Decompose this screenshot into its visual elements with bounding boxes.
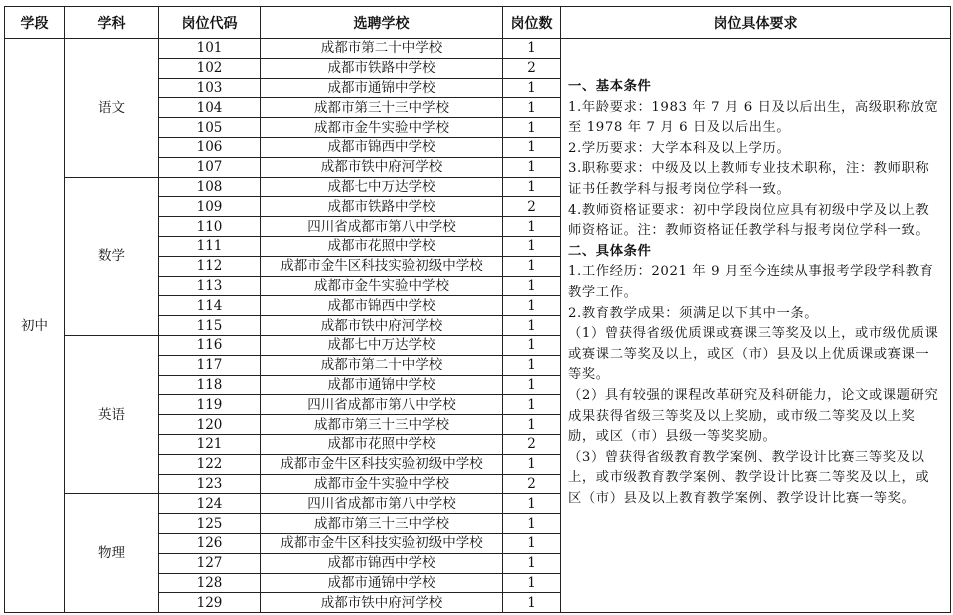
position-code-cell: 126 <box>159 533 261 553</box>
position-count-cell: 2 <box>503 474 561 494</box>
position-code-cell: 124 <box>159 494 261 514</box>
position-count-cell: 1 <box>503 415 561 435</box>
position-code-cell: 101 <box>159 39 261 59</box>
requirements-cell <box>561 39 951 613</box>
position-code-cell: 118 <box>159 375 261 395</box>
school-cell: 成都七中万达学校 <box>261 177 503 197</box>
position-code-cell: 105 <box>159 118 261 138</box>
school-cell: 成都市金牛实验中学校 <box>261 118 503 138</box>
position-code-cell: 129 <box>159 593 261 613</box>
position-count-cell: 1 <box>503 335 561 355</box>
position-code-cell: 119 <box>159 395 261 415</box>
school-cell: 成都市锦西中学校 <box>261 137 503 157</box>
header-position-code: 岗位代码 <box>159 7 261 39</box>
position-code-cell: 114 <box>159 296 261 316</box>
subject-cell: 物理 <box>65 494 159 613</box>
table-row <box>5 39 951 59</box>
specific-condition-item: 1.工作经历：2021 年 9 月至今连续从事报考学段学科教育教学工作。 <box>568 264 934 300</box>
basic-condition-item: 4.教师资格证要求：初中学段岗位应具有初级中学及以上教师资格证。注：教师资格证任教学科与报考岗位学科一致。 <box>568 202 930 239</box>
position-code-cell: 125 <box>159 514 261 534</box>
school-cell: 成都市铁路中学校 <box>261 58 503 78</box>
position-count-cell: 1 <box>503 236 561 256</box>
position-code-cell: 109 <box>159 197 261 217</box>
header-requirements: 岗位具体要求 <box>561 7 951 39</box>
position-count-cell: 1 <box>503 514 561 534</box>
recruitment-table <box>4 6 951 613</box>
school-cell: 成都七中万达学校 <box>261 335 503 355</box>
basic-condition-item: 3.职称要求：中级及以上教师专业技术职称，注：教师职称证书任教学科与报考岗位学科一致。 <box>568 161 930 197</box>
position-code-cell: 121 <box>159 434 261 454</box>
stage-cell: 初中 <box>5 39 65 613</box>
position-code-cell: 120 <box>159 415 261 435</box>
position-code-cell: 122 <box>159 454 261 474</box>
position-count-cell: 1 <box>503 98 561 118</box>
school-cell: 成都市铁中府河学校 <box>261 316 503 336</box>
position-code-cell: 106 <box>159 137 261 157</box>
position-count-cell: 1 <box>503 217 561 237</box>
position-count-cell: 2 <box>503 197 561 217</box>
position-count-cell: 1 <box>503 78 561 98</box>
position-code-cell: 111 <box>159 236 261 256</box>
position-count-cell: 1 <box>503 256 561 276</box>
school-cell: 成都市金牛实验中学校 <box>261 474 503 494</box>
position-code-cell: 127 <box>159 553 261 573</box>
position-code-cell: 102 <box>159 58 261 78</box>
header-position-count: 岗位数 <box>503 7 561 39</box>
position-count-cell: 1 <box>503 157 561 177</box>
specific-condition-item: （3）曾获得省级教育教学案例、教学设计比赛三等奖及以上，或市级教育教学案例、教学设计比赛二等奖及以上，或区（市）县及以上教育教学案例、教学设计比赛一等奖。 <box>568 449 930 506</box>
school-cell: 成都市通锦中学校 <box>261 375 503 395</box>
specific-condition-item: （2）具有较强的课程改革研究及科研能力，论文或课题研究成果获得省级三等奖及以上奖励，或市级二等奖及以上奖励，或区（市）县级一等奖奖励。 <box>568 387 939 445</box>
position-code-cell: 110 <box>159 217 261 237</box>
subject-cell: 英语 <box>65 335 159 493</box>
position-count-cell: 1 <box>503 593 561 613</box>
position-count-cell: 2 <box>503 58 561 78</box>
school-cell: 成都市金牛实验中学校 <box>261 276 503 296</box>
position-code-cell: 112 <box>159 256 261 276</box>
position-code-cell: 108 <box>159 177 261 197</box>
header-row <box>5 7 951 39</box>
position-code-cell: 103 <box>159 78 261 98</box>
school-cell: 成都市通锦中学校 <box>261 78 503 98</box>
specific-condition-item: 2.教育教学成果：须满足以下其中一条。 <box>568 305 819 321</box>
basic-conditions-heading: 一、基本条件 <box>568 79 652 94</box>
subject-cell: 语文 <box>65 39 159 178</box>
school-cell: 成都市第三十三中学校 <box>261 514 503 534</box>
position-code-cell: 128 <box>159 573 261 593</box>
position-count-cell: 1 <box>503 494 561 514</box>
school-cell: 成都市花照中学校 <box>261 236 503 256</box>
position-count-cell: 1 <box>503 39 561 59</box>
position-count-cell: 1 <box>503 276 561 296</box>
specific-condition-item: （1）曾获得省级优质课或赛课三等奖及以上，或市级优质课或赛课二等奖及以上，或区（市）县及以上优质课或赛课一等奖。 <box>568 326 939 383</box>
school-cell: 成都市铁中府河学校 <box>261 157 503 177</box>
basic-condition-item: 1.年龄要求：1983 年 7 月 6 日及以后出生，高级职称放宽至 1978 年 7 月 6 日及以后出生。 <box>568 99 939 136</box>
table-body <box>5 39 951 613</box>
position-code-cell: 115 <box>159 316 261 336</box>
position-code-cell: 104 <box>159 98 261 118</box>
position-code-cell: 113 <box>159 276 261 296</box>
school-cell: 成都市金牛区科技实验初级中学校 <box>261 256 503 276</box>
position-count-cell: 1 <box>503 553 561 573</box>
school-cell: 成都市第三十三中学校 <box>261 98 503 118</box>
school-cell: 四川省成都市第八中学校 <box>261 494 503 514</box>
position-code-cell: 123 <box>159 474 261 494</box>
specific-conditions-heading: 二、具体条件 <box>568 243 652 259</box>
position-count-cell: 1 <box>503 573 561 593</box>
position-count-cell: 1 <box>503 296 561 316</box>
school-cell: 成都市金牛区科技实验初级中学校 <box>261 454 503 474</box>
school-cell: 成都市铁中府河学校 <box>261 593 503 613</box>
basic-condition-item: 2.学历要求：大学本科及以上学历。 <box>568 140 791 156</box>
position-count-cell: 1 <box>503 316 561 336</box>
position-count-cell: 1 <box>503 355 561 375</box>
position-code-cell: 117 <box>159 355 261 375</box>
school-cell: 四川省成都市第八中学校 <box>261 395 503 415</box>
subject-cell: 数学 <box>65 177 159 335</box>
school-cell: 成都市锦西中学校 <box>261 553 503 573</box>
school-cell: 成都市第二十中学校 <box>261 355 503 375</box>
school-cell: 成都市通锦中学校 <box>261 573 503 593</box>
school-cell: 四川省成都市第八中学校 <box>261 217 503 237</box>
header-subject: 学科 <box>65 7 159 39</box>
school-cell: 成都市金牛区科技实验初级中学校 <box>261 533 503 553</box>
header-school: 选聘学校 <box>261 7 503 39</box>
school-cell: 成都市花照中学校 <box>261 434 503 454</box>
position-count-cell: 1 <box>503 454 561 474</box>
position-code-cell: 116 <box>159 335 261 355</box>
position-count-cell: 1 <box>503 533 561 553</box>
school-cell: 成都市锦西中学校 <box>261 296 503 316</box>
position-code-cell: 107 <box>159 157 261 177</box>
school-cell: 成都市第三十三中学校 <box>261 415 503 435</box>
position-count-cell: 1 <box>503 177 561 197</box>
school-cell: 成都市第二十中学校 <box>261 39 503 59</box>
header-stage: 学段 <box>5 7 65 39</box>
position-count-cell: 1 <box>503 118 561 138</box>
position-count-cell: 1 <box>503 375 561 395</box>
position-count-cell: 1 <box>503 137 561 157</box>
position-count-cell: 2 <box>503 434 561 454</box>
position-count-cell: 1 <box>503 395 561 415</box>
school-cell: 成都市铁路中学校 <box>261 197 503 217</box>
